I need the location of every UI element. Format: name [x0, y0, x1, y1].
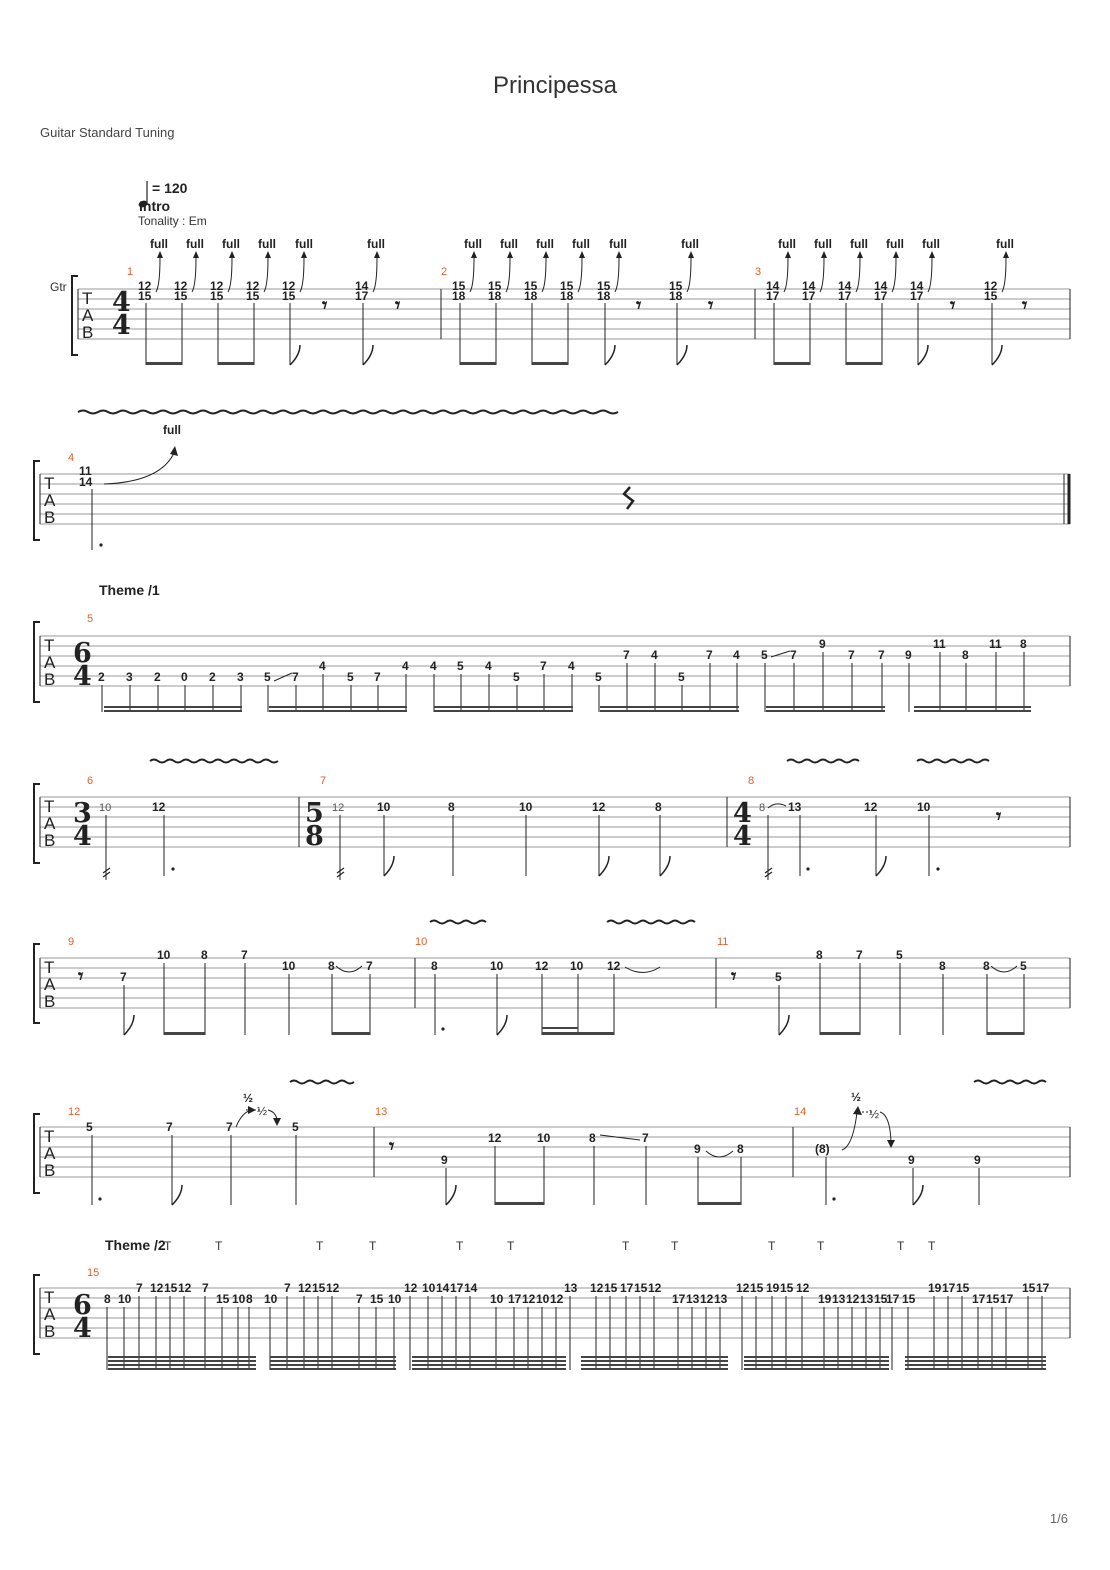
- svg-text:18: 18: [524, 289, 538, 303]
- svg-text:10: 10: [519, 800, 533, 814]
- svg-text:15: 15: [87, 1267, 100, 1279]
- bend-label: full: [295, 237, 313, 251]
- tab-note: 15: [164, 1281, 178, 1295]
- svg-text:𝄾: 𝄾: [708, 293, 714, 317]
- svg-text:14: 14: [802, 279, 816, 293]
- svg-text:𝄾: 𝄾: [389, 1134, 395, 1158]
- svg-text:18: 18: [560, 289, 574, 303]
- svg-text:5: 5: [292, 1120, 299, 1134]
- measure-1: [138, 237, 401, 365]
- tab-note: 7: [878, 648, 885, 662]
- tap-mark: T: [817, 1239, 825, 1253]
- tab-note: 15: [282, 289, 296, 303]
- tab-note: 19: [928, 1281, 942, 1295]
- svg-text:15: 15: [524, 279, 538, 293]
- svg-text:B: B: [44, 508, 56, 527]
- svg-text:7: 7: [320, 775, 327, 787]
- tab-note: 12: [326, 1281, 340, 1295]
- tab-note: 7: [136, 1281, 143, 1295]
- svg-text:B: B: [44, 670, 56, 689]
- svg-text:5: 5: [305, 798, 324, 829]
- svg-text:8: 8: [448, 800, 455, 814]
- svg-text:9: 9: [974, 1153, 981, 1167]
- svg-text:𝄾: 𝄾: [1022, 293, 1028, 317]
- tab-note: 3: [237, 670, 244, 684]
- svg-text:17: 17: [802, 289, 816, 303]
- svg-text:A: A: [44, 975, 56, 994]
- tab-note: 12: [590, 1281, 604, 1295]
- svg-text:𝄾: 𝄾: [996, 804, 1002, 828]
- svg-text:17: 17: [838, 289, 852, 303]
- svg-text:½: ½: [869, 1107, 880, 1121]
- tab-note: 7: [540, 659, 547, 673]
- svg-text:12: 12: [488, 1131, 502, 1145]
- svg-text:12: 12: [607, 959, 621, 973]
- svg-text:5: 5: [775, 970, 782, 984]
- tab-note: 10: [490, 1292, 504, 1306]
- tab-note: 4: [485, 659, 492, 673]
- svg-text:B: B: [82, 323, 94, 342]
- svg-text:𝄾: 𝄾: [636, 293, 642, 317]
- svg-text:T: T: [44, 636, 55, 655]
- svg-text:7: 7: [166, 1120, 173, 1134]
- tab-note: 12: [846, 1292, 860, 1306]
- tab-note: 9: [905, 648, 912, 662]
- svg-text:7: 7: [120, 970, 127, 984]
- svg-text:3: 3: [73, 798, 92, 829]
- svg-text:T: T: [44, 797, 55, 816]
- svg-text:10: 10: [415, 936, 428, 948]
- svg-text:A: A: [44, 1144, 56, 1163]
- tab-note: 13: [832, 1292, 846, 1306]
- time-sig-bottom: 4: [112, 310, 131, 341]
- svg-text:7: 7: [642, 1131, 649, 1145]
- svg-text:17: 17: [874, 289, 888, 303]
- tab-note: 11: [79, 464, 92, 478]
- svg-text:7: 7: [856, 948, 863, 962]
- svg-text:full: full: [778, 237, 796, 251]
- svg-text:full: full: [464, 237, 482, 251]
- measure-number: 1: [127, 266, 134, 278]
- tap-mark: T: [456, 1239, 464, 1253]
- svg-text:11: 11: [717, 936, 729, 948]
- svg-text:full: full: [536, 237, 554, 251]
- tab-note: 12: [178, 1281, 192, 1295]
- tab-note: 12: [404, 1281, 418, 1295]
- tab-note: 12: [282, 279, 296, 293]
- tap-mark: T: [622, 1239, 630, 1253]
- svg-text:7: 7: [226, 1120, 233, 1134]
- svg-text:4: 4: [68, 452, 75, 464]
- tab-note: 15: [750, 1281, 764, 1295]
- svg-text:B: B: [44, 1161, 56, 1180]
- tap-mark: T: [928, 1239, 936, 1253]
- svg-text:4: 4: [73, 821, 92, 852]
- tab-note: 0: [181, 670, 188, 684]
- svg-text:5: 5: [87, 613, 94, 625]
- tab-note: 4: [319, 659, 326, 673]
- tab-note: 12: [522, 1292, 536, 1306]
- svg-text:T: T: [44, 474, 55, 493]
- svg-text:18: 18: [669, 289, 683, 303]
- tuning-label: Guitar Standard Tuning: [40, 125, 175, 140]
- tab-note: 5: [347, 670, 354, 684]
- bend-label: full: [222, 237, 240, 251]
- bend-label: full: [367, 237, 385, 251]
- tab-note: 7: [623, 648, 630, 662]
- svg-text:A: A: [44, 814, 56, 833]
- tab-note: 14: [79, 475, 93, 489]
- svg-text:17: 17: [766, 289, 780, 303]
- svg-text:T: T: [44, 958, 55, 977]
- svg-text:8: 8: [431, 959, 438, 973]
- eighth-rest: 𝄾: [395, 293, 401, 317]
- tab-note: 8: [104, 1292, 111, 1306]
- tab-note: 15: [1022, 1281, 1036, 1295]
- tab-note: 14: [355, 279, 369, 293]
- svg-text:6: 6: [73, 638, 92, 669]
- svg-text:12: 12: [332, 802, 345, 814]
- measure-5: [98, 637, 1027, 712]
- tab-note: 17: [1036, 1281, 1050, 1295]
- svg-text:8: 8: [816, 948, 823, 962]
- tab-note: 12: [246, 279, 260, 293]
- svg-text:10: 10: [570, 959, 584, 973]
- tab-note: 13: [714, 1292, 728, 1306]
- tab-note: 13: [564, 1281, 578, 1295]
- svg-text:A: A: [44, 491, 56, 510]
- svg-text:4: 4: [73, 661, 92, 692]
- tab-note: 12: [550, 1292, 564, 1306]
- tab-note: 7: [706, 648, 713, 662]
- system-1: [50, 237, 1070, 365]
- tab-note: 4: [651, 648, 658, 662]
- tab-note: 15: [370, 1292, 384, 1306]
- time-sig-top: 4: [112, 287, 131, 318]
- tab-note: 2: [98, 670, 105, 684]
- tab-note: 17: [508, 1292, 522, 1306]
- svg-text:8: 8: [737, 1142, 744, 1156]
- svg-text:8: 8: [328, 959, 335, 973]
- svg-text:4: 4: [733, 821, 752, 852]
- tab-note: 7: [202, 1281, 209, 1295]
- tab-note: 9: [819, 637, 826, 651]
- svg-text:14: 14: [874, 279, 888, 293]
- svg-text:full: full: [609, 237, 627, 251]
- system-brace: [72, 276, 78, 355]
- tab-note: 17: [1000, 1292, 1014, 1306]
- svg-text:𝄾: 𝄾: [731, 964, 737, 988]
- svg-text:15: 15: [452, 279, 466, 293]
- tap-mark: T: [507, 1239, 515, 1253]
- tab-note: 8: [246, 1292, 253, 1306]
- tab-note: 15: [902, 1292, 916, 1306]
- svg-text:𝄾: 𝄾: [78, 964, 84, 988]
- svg-text:B: B: [44, 1322, 56, 1341]
- tab-note: 4: [568, 659, 575, 673]
- svg-text:15: 15: [597, 279, 611, 293]
- tab-note: 2: [154, 670, 161, 684]
- svg-text:full: full: [814, 237, 832, 251]
- tap-mark: T: [671, 1239, 679, 1253]
- tab-note: 8: [1020, 637, 1027, 651]
- tab-note: 14: [436, 1281, 450, 1295]
- tab-note: 7: [284, 1281, 291, 1295]
- svg-text:9: 9: [908, 1153, 915, 1167]
- svg-text:½: ½: [851, 1090, 862, 1104]
- tab-note: 15: [246, 289, 260, 303]
- svg-text:A: A: [44, 653, 56, 672]
- tab-note: 15: [634, 1281, 648, 1295]
- svg-text:full: full: [922, 237, 940, 251]
- svg-text:18: 18: [597, 289, 611, 303]
- svg-text:10: 10: [99, 802, 112, 814]
- instrument-label: Gtr: [50, 280, 67, 294]
- svg-text:T: T: [44, 1127, 55, 1146]
- system-7: [34, 1237, 1070, 1370]
- svg-text:4: 4: [73, 1313, 92, 1344]
- vibrato-line: [78, 411, 618, 414]
- svg-text:full: full: [163, 423, 181, 437]
- tap-marks: [164, 1239, 936, 1253]
- tab-note: 12: [210, 279, 224, 293]
- tab-note: 5: [264, 670, 271, 684]
- tab-note: 10: [118, 1292, 132, 1306]
- tab-note: 10: [422, 1281, 436, 1295]
- svg-text:12: 12: [592, 800, 606, 814]
- tap-mark: T: [897, 1239, 905, 1253]
- slide-line: [274, 673, 292, 681]
- measure-number: 2: [441, 266, 448, 278]
- tab-note: 4: [430, 659, 437, 673]
- svg-text:full: full: [996, 237, 1014, 251]
- measure-number: 3: [755, 266, 762, 278]
- tab-note: 7: [374, 670, 381, 684]
- bend-label: full: [258, 237, 276, 251]
- svg-text:12: 12: [152, 800, 166, 814]
- section-theme-2: Theme /2: [105, 1237, 166, 1253]
- svg-text:8: 8: [939, 959, 946, 973]
- tab-note: 12: [150, 1281, 164, 1295]
- tab-note: 19: [766, 1281, 780, 1295]
- half-bend-release: ½: [257, 1104, 268, 1118]
- tab-note: 17: [972, 1292, 986, 1306]
- system-2: [34, 411, 1070, 551]
- svg-text:full: full: [500, 237, 518, 251]
- tap-mark: T: [768, 1239, 776, 1253]
- svg-text:15: 15: [560, 279, 574, 293]
- tab-note: 3: [126, 670, 133, 684]
- svg-text:8: 8: [589, 1131, 596, 1145]
- svg-text:12: 12: [864, 800, 878, 814]
- svg-text:A: A: [44, 1305, 56, 1324]
- svg-text:7: 7: [241, 948, 248, 962]
- tab-note: 15: [174, 289, 188, 303]
- tab-note: 7: [356, 1292, 363, 1306]
- bend-label: full: [150, 237, 168, 251]
- svg-text:10: 10: [377, 800, 391, 814]
- tab-note: 10: [536, 1292, 550, 1306]
- eighth-rest: 𝄾: [322, 293, 328, 317]
- tab-note: 15: [604, 1281, 618, 1295]
- svg-text:8: 8: [748, 775, 755, 787]
- tab-note: 10: [232, 1292, 246, 1306]
- tab-note: 17: [355, 289, 369, 303]
- section-theme-1: Theme /1: [99, 582, 160, 598]
- tempo-text: = 120: [152, 180, 188, 196]
- tab-note: 15: [210, 289, 224, 303]
- svg-text:10: 10: [490, 959, 504, 973]
- svg-text:8: 8: [759, 802, 766, 814]
- tab-note: 5: [761, 648, 768, 662]
- svg-text:T: T: [44, 1288, 55, 1307]
- tab-note: 12: [700, 1292, 714, 1306]
- tab-note: 7: [848, 648, 855, 662]
- svg-text:full: full: [850, 237, 868, 251]
- svg-text:full: full: [886, 237, 904, 251]
- svg-text:8: 8: [201, 948, 208, 962]
- tab-note: 10: [264, 1292, 278, 1306]
- svg-text:13: 13: [375, 1106, 388, 1118]
- tab-note: 17: [450, 1281, 464, 1295]
- svg-text:12: 12: [535, 959, 549, 973]
- tab-note: 17: [620, 1281, 634, 1295]
- svg-text:6: 6: [73, 1290, 92, 1321]
- svg-text:T: T: [82, 289, 93, 308]
- svg-text:10: 10: [537, 1131, 551, 1145]
- tonality-label: Tonality : Em: [138, 214, 207, 228]
- quarter-rest: [624, 487, 633, 509]
- tab-note: 15: [986, 1292, 1000, 1306]
- svg-text:12: 12: [68, 1106, 81, 1118]
- svg-text:9: 9: [441, 1153, 448, 1167]
- svg-text:14: 14: [910, 279, 924, 293]
- svg-text:18: 18: [452, 289, 466, 303]
- page-title: Principessa: [492, 72, 618, 99]
- tab-note: 13: [686, 1292, 700, 1306]
- svg-text:8: 8: [983, 959, 990, 973]
- svg-text:5: 5: [86, 1120, 93, 1134]
- tab-note: 4: [402, 659, 409, 673]
- tab-note: 12: [298, 1281, 312, 1295]
- svg-text:9: 9: [694, 1142, 701, 1156]
- svg-text:7: 7: [366, 959, 373, 973]
- svg-text:full: full: [572, 237, 590, 251]
- tab-note: 12: [138, 279, 152, 293]
- tap-mark: T: [164, 1239, 172, 1253]
- tab-note: 15: [138, 289, 152, 303]
- svg-text:5: 5: [896, 948, 903, 962]
- tab-note: 5: [457, 659, 464, 673]
- tab-note: 19: [818, 1292, 832, 1306]
- svg-text:15: 15: [984, 289, 998, 303]
- tap-mark: T: [316, 1239, 324, 1253]
- measure-3: [766, 237, 1028, 365]
- bend-label: full: [186, 237, 204, 251]
- tab-note: 15: [956, 1281, 970, 1295]
- tab-note: 12: [174, 279, 188, 293]
- svg-text:A: A: [82, 306, 94, 325]
- svg-text:6: 6: [87, 775, 94, 787]
- section-intro: Intro: [139, 198, 171, 214]
- tab-note: 12: [648, 1281, 662, 1295]
- tab-note: 12: [736, 1281, 750, 1295]
- tab-note: 11: [989, 637, 1002, 651]
- tap-mark: T: [369, 1239, 377, 1253]
- svg-text:13: 13: [788, 800, 802, 814]
- svg-text:15: 15: [488, 279, 502, 293]
- svg-text:10: 10: [157, 948, 171, 962]
- system-3: [34, 582, 1070, 712]
- tab-note: 15: [216, 1292, 230, 1306]
- system-6: [34, 1081, 1070, 1206]
- half-bend-label: ½: [243, 1091, 254, 1105]
- tab-note: 14: [464, 1281, 478, 1295]
- tap-mark: T: [215, 1239, 223, 1253]
- tab-note: 2: [209, 670, 216, 684]
- svg-text:14: 14: [794, 1106, 807, 1118]
- svg-text:14: 14: [838, 279, 852, 293]
- tab-clef: [82, 289, 94, 342]
- tab-note: 8: [962, 648, 969, 662]
- svg-text:(8): (8): [815, 1142, 830, 1156]
- tab-note: 12: [796, 1281, 810, 1295]
- tab-note: 11: [933, 637, 946, 651]
- measure-2: [452, 237, 714, 365]
- svg-text:𝄾: 𝄾: [950, 293, 956, 317]
- svg-text:9: 9: [68, 936, 75, 948]
- tab-note: 7: [790, 648, 797, 662]
- tab-note: 17: [886, 1292, 900, 1306]
- system-4: [34, 760, 1070, 881]
- svg-text:4: 4: [733, 798, 752, 829]
- svg-text:B: B: [44, 831, 56, 850]
- tab-note: 5: [678, 670, 685, 684]
- svg-text:18: 18: [488, 289, 502, 303]
- tab-note: 13: [860, 1292, 874, 1306]
- svg-text:17: 17: [910, 289, 924, 303]
- tab-note: 5: [513, 670, 520, 684]
- tab-note: 5: [595, 670, 602, 684]
- tab-note: 17: [942, 1281, 956, 1295]
- tab-note: 15: [312, 1281, 326, 1295]
- svg-text:B: B: [44, 992, 56, 1011]
- page-number: 1/6: [1049, 1511, 1068, 1526]
- svg-text:5: 5: [1020, 959, 1027, 973]
- svg-text:12: 12: [984, 279, 998, 293]
- tab-note: 7: [292, 670, 299, 684]
- svg-text:14: 14: [766, 279, 780, 293]
- tab-note: 17: [672, 1292, 686, 1306]
- tab-note: 10: [388, 1292, 402, 1306]
- svg-text:full: full: [681, 237, 699, 251]
- tab-note: 15: [780, 1281, 794, 1295]
- system-5: [34, 921, 1070, 1036]
- svg-text:10: 10: [917, 800, 931, 814]
- svg-text:8: 8: [305, 821, 324, 852]
- tab-note: 15: [874, 1292, 888, 1306]
- svg-text:10: 10: [282, 959, 296, 973]
- svg-text:15: 15: [669, 279, 683, 293]
- svg-text:8: 8: [655, 800, 662, 814]
- tab-note: 4: [733, 648, 740, 662]
